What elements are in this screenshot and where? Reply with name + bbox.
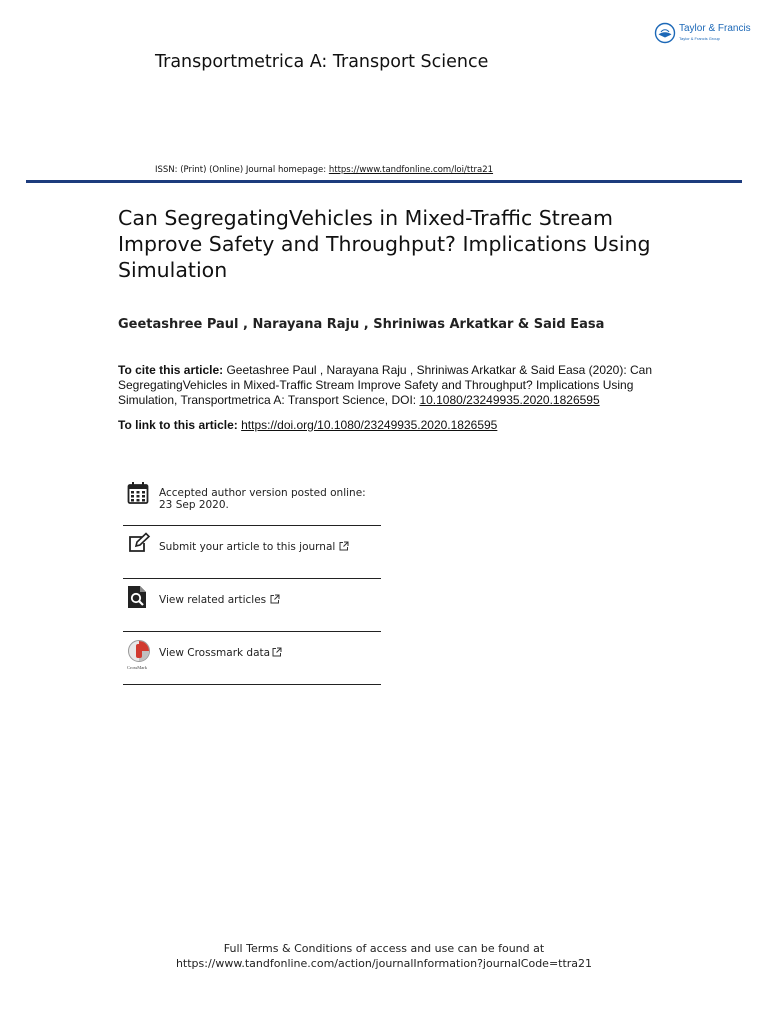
crossmark-link[interactable] [159,647,282,659]
citation-label: To cite this article: [118,363,224,377]
related-articles-label: View related articles [159,594,267,606]
doi-link[interactable]: 10.1080/23249935.2020.1826595 [419,393,600,407]
search-document-icon [127,585,147,613]
submit-article-label: Submit your article to this journal [159,541,336,553]
citation-text: Geetashree Paul , Narayana Raju , Shriniwas Arkatkar & Said Easa (2020): Can SegregatingVehicles in Mixed-Traffic Stream Improve Safety and Throughput? Implications Using Simulation, Transportmetrica A: Transport Science, DOI: [118,363,653,407]
article-link-label: To link to this article: [118,418,242,432]
taylor-francis-logo-icon [654,22,676,44]
article-link-line [118,418,497,432]
article-link[interactable]: https://doi.org/10.1080/23249935.2020.1826595 [241,418,498,432]
publisher-logo[interactable] [654,22,754,48]
accepted-version-row [123,480,381,524]
submit-article-link[interactable] [159,541,349,553]
journal-homepage-link[interactable]: https://www.tandfonline.com/loi/ttra21 [328,165,494,175]
related-articles-row[interactable] [123,579,381,631]
related-articles-link[interactable] [159,594,280,606]
external-link-icon [339,541,349,551]
external-link-icon [272,647,282,657]
issn-label: ISSN: (Print) (Online) Journal homepage: [155,165,329,175]
calendar-icon [127,481,149,509]
article-info-panel [123,480,381,690]
footer-terms-text: Full Terms & Conditions of access and use can be found at [223,942,545,955]
publisher-subtitle: Taylor & Francis Group [679,36,720,41]
footer [0,941,768,971]
panel-divider [123,684,381,685]
citation [118,363,658,408]
crossmark-label: CrossMark [127,665,147,670]
edit-icon [127,532,151,558]
accepted-version-text: Accepted author version posted online: 23 Sep 2020. [159,487,366,511]
issn-line [155,165,493,175]
crossmark-row[interactable] [123,632,381,684]
publisher-name: Taylor & Francis [679,23,751,34]
submit-article-row[interactable] [123,526,381,578]
authors: Geetashree Paul , Narayana Raju , Shriniwas Arkatkar & Said Easa [118,317,605,332]
external-link-icon [270,594,280,604]
header-rule [26,180,742,183]
journal-title: Transportmetrica A: Transport Science [155,52,489,72]
crossmark-data-label: View Crossmark data [159,647,271,659]
crossmark-icon [126,639,152,671]
article-title: Can SegregatingVehicles in Mixed-Traffic Stream Improve Safety and Throughput? Implications Using Simulation [118,206,651,282]
footer-terms-link[interactable]: https://www.tandfonline.com/action/journalInformation?journalCode=ttra21 [175,957,593,970]
